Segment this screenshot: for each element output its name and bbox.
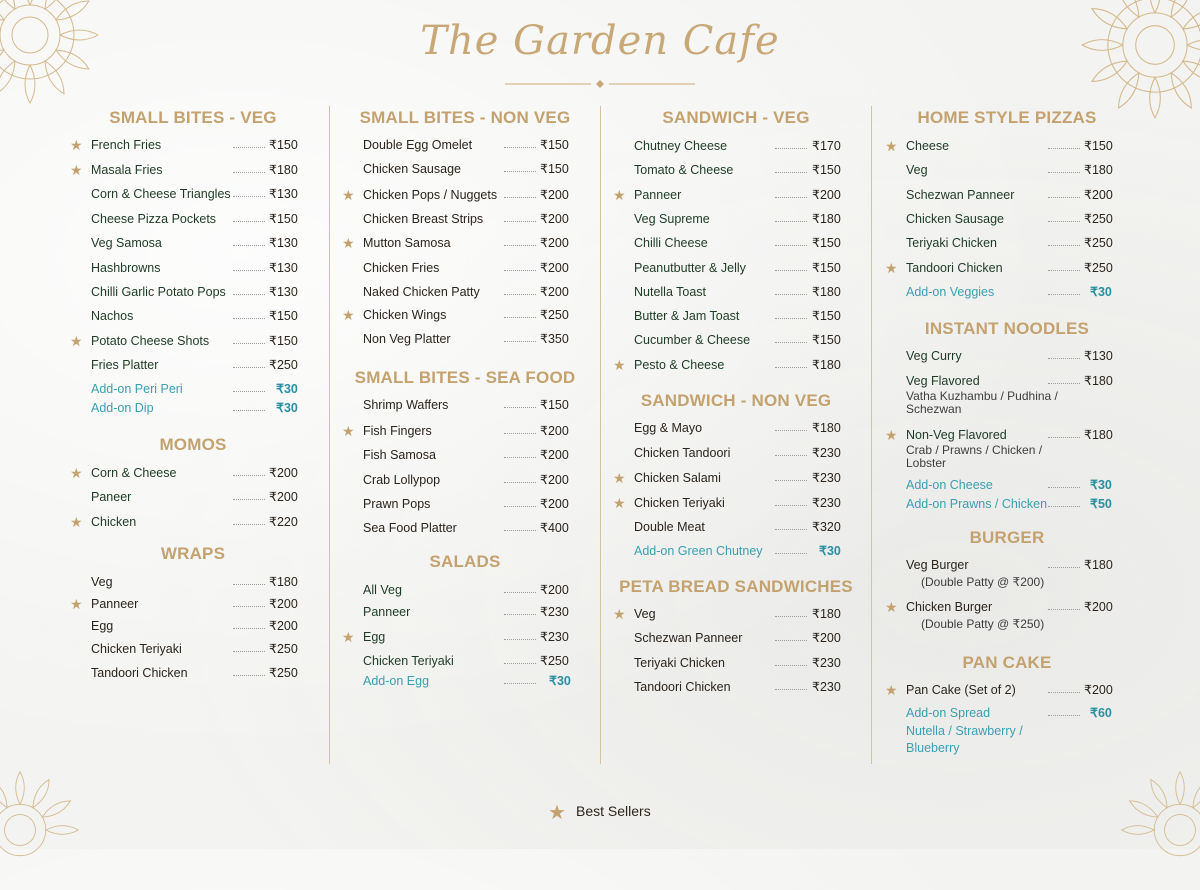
dotted-leader (233, 147, 265, 148)
cafe-title: The Garden Cafe (420, 18, 780, 64)
menu-item-name: Veg (91, 575, 113, 589)
dotted-leader (1048, 172, 1080, 173)
menu-item-price: ₹200 (812, 188, 841, 202)
menu-item-name: Cheese Pizza Pockets (91, 212, 217, 226)
menu-item-price: ₹250 (540, 654, 569, 668)
menu-item-price: ₹220 (269, 515, 298, 529)
dotted-leader (504, 221, 536, 222)
menu-item-price: ₹350 (540, 332, 569, 346)
dotted-leader (504, 270, 536, 271)
menu-item-price: ₹200 (269, 619, 298, 633)
menu-item-price: ₹180 (812, 421, 841, 435)
dotted-leader (233, 524, 265, 525)
menu-item-name: Chicken Wings (363, 308, 447, 322)
menu-item-note: Vatha Kuzhambu / Pudhina / Schezwan (906, 389, 1058, 416)
best-seller-star-icon: ★ (885, 138, 898, 154)
dotted-leader (775, 270, 807, 271)
dotted-leader (775, 342, 807, 343)
dotted-leader (233, 172, 265, 173)
dotted-leader (1048, 294, 1080, 295)
best-seller-star-icon: ★ (885, 599, 898, 615)
menu-item-name: Cheese (906, 139, 950, 153)
menu-item-name: Tandoori Chicken (91, 666, 188, 680)
menu-item-price: ₹180 (1084, 374, 1113, 388)
menu-item-name: Nutella Toast (634, 285, 707, 299)
menu-item-name: Veg Supreme (634, 212, 710, 226)
menu-item-name: Egg & Mayo (634, 421, 703, 435)
menu-item-name: Prawn Pops (363, 497, 431, 511)
best-seller-star-icon: ★ (885, 682, 898, 698)
column-divider-3 (871, 106, 872, 764)
menu-item-price: ₹30 (1090, 285, 1112, 299)
menu-item-price: ₹150 (540, 138, 569, 152)
dotted-leader (233, 318, 265, 319)
menu-item-price: ₹200 (1084, 188, 1113, 202)
best-seller-star-icon: ★ (70, 162, 83, 178)
dotted-leader (775, 455, 807, 456)
menu-item-price: ₹250 (269, 642, 298, 656)
dotted-leader (1048, 383, 1080, 384)
menu-item-price: ₹200 (540, 212, 569, 226)
menu-item-price: ₹180 (269, 163, 298, 177)
dotted-leader (233, 391, 265, 392)
menu-item-name: Fries Platter (91, 358, 159, 372)
dotted-leader (504, 457, 536, 458)
menu-item-price: ₹200 (269, 466, 298, 480)
menu-item-price: ₹150 (540, 398, 569, 412)
menu-item-price: ₹150 (269, 309, 298, 323)
section-heading: SMALL BITES - NON VEG (359, 108, 571, 127)
section-heading: SANDWICH - VEG (662, 108, 810, 127)
dotted-leader (233, 628, 265, 629)
dotted-leader (233, 475, 265, 476)
dotted-leader (1048, 197, 1080, 198)
menu-item-name: Egg (91, 619, 114, 633)
menu-item-price: ₹230 (812, 656, 841, 670)
dotted-leader (504, 433, 536, 434)
menu-item-price: ₹200 (540, 424, 569, 438)
menu-item-name: Paneer (91, 490, 132, 504)
section-heading: SALADS (429, 552, 501, 571)
menu-item-price: ₹150 (269, 138, 298, 152)
menu-item-name: Veg Flavored (906, 374, 980, 388)
menu-item-name: Double Egg Omelet (363, 138, 473, 152)
column-divider-1 (329, 106, 330, 764)
dotted-leader (775, 197, 807, 198)
dotted-leader (504, 294, 536, 295)
menu-item-price: ₹230 (812, 471, 841, 485)
menu-item-price: ₹200 (269, 490, 298, 504)
best-seller-star-icon: ★ (70, 514, 83, 530)
menu-item-price: ₹200 (812, 631, 841, 645)
menu-item-name: Mutton Samosa (363, 236, 451, 250)
menu-item-name: Schezwan Panneer (634, 631, 743, 645)
dotted-leader (1048, 270, 1080, 271)
dotted-leader (504, 317, 536, 318)
section-heading: BURGER (969, 528, 1045, 547)
menu-item-name: Add-on Veggies (906, 285, 995, 299)
menu-item-name: Tomato & Cheese (634, 163, 734, 177)
menu-item-name: Pesto & Cheese (634, 358, 725, 372)
dotted-leader (504, 592, 536, 593)
menu-item-price: ₹200 (540, 236, 569, 250)
menu-item-name: Chicken Salami (634, 471, 721, 485)
menu-item-price: ₹250 (1084, 212, 1113, 226)
menu-item-name: Teriyaki Chicken (634, 656, 726, 670)
dotted-leader (775, 529, 807, 530)
menu-item-price: ₹230 (540, 630, 569, 644)
dotted-leader (233, 196, 265, 197)
menu-item-note: (Double Patty @ ₹200) (921, 575, 1045, 589)
menu-item-price: ₹150 (1084, 139, 1113, 153)
dotted-leader (233, 675, 265, 676)
menu-item-name: Schezwan Panneer (906, 188, 1015, 202)
menu-item-price: ₹200 (540, 261, 569, 275)
menu-item-name: Chilli Garlic Potato Pops (91, 285, 226, 299)
legend-label: Best Sellers (576, 803, 651, 819)
dotted-leader (504, 197, 536, 198)
best-seller-star-icon: ★ (613, 495, 626, 511)
menu-item-name: Add-on Spread (906, 706, 991, 720)
menu-item-name: Shrimp Waffers (363, 398, 449, 412)
menu-item-name: Chicken Pops / Nuggets (363, 188, 498, 202)
menu-item-price: ₹200 (540, 497, 569, 511)
dotted-leader (775, 480, 807, 481)
dotted-leader (504, 683, 536, 684)
section-heading: HOME STYLE PIZZAS (917, 108, 1097, 127)
section-heading: INSTANT NOODLES (924, 319, 1090, 338)
dotted-leader (775, 245, 807, 246)
menu-item-name: Chicken Sausage (906, 212, 1004, 226)
menu-item-price: ₹230 (812, 446, 841, 460)
menu-item-price: ₹180 (1084, 558, 1113, 572)
dotted-leader (775, 553, 807, 554)
menu-item-price: ₹320 (812, 520, 841, 534)
dotted-leader (1048, 148, 1080, 149)
dotted-leader (1048, 692, 1080, 693)
dotted-leader (775, 505, 807, 506)
menu-item-name: Add-on Cheese (906, 478, 993, 492)
menu-item-price: ₹30 (819, 544, 841, 558)
menu-item-name: Hashbrowns (91, 261, 161, 275)
dotted-leader (233, 343, 265, 344)
menu-item-name: Nachos (91, 309, 134, 323)
menu-item-price: ₹150 (812, 261, 841, 275)
menu-item-name: Cucumber & Cheese (634, 333, 751, 347)
dotted-leader (504, 482, 536, 483)
section-heading: WRAPS (160, 544, 226, 563)
menu-item-name: Tandoori Chicken (906, 261, 1003, 275)
menu-item-name: All Veg (363, 583, 402, 597)
menu-item-name: Panneer (91, 597, 139, 611)
menu-item-price: ₹200 (269, 597, 298, 611)
menu-item-price: ₹180 (812, 358, 841, 372)
star-icon: ★ (548, 802, 566, 824)
menu-item-name: Veg Burger (906, 558, 969, 572)
menu-item-name: Crab Lollypop (363, 473, 441, 487)
menu-item-name: Chicken Tandoori (634, 446, 731, 460)
dotted-leader (775, 689, 807, 690)
dotted-leader (1048, 609, 1080, 610)
menu-item-note: Nutella / Strawberry / Blueberry (906, 724, 1023, 755)
menu-item-name: Pan Cake (Set of 2) (906, 683, 1016, 697)
best-seller-star-icon: ★ (70, 333, 83, 349)
mandala-bottom-left-decoration (0, 770, 80, 890)
menu-item-name: Chilli Cheese (634, 236, 708, 250)
dotted-leader (233, 651, 265, 652)
menu-item-price: ₹180 (812, 212, 841, 226)
menu-item-name: Add-on Dip (91, 401, 154, 415)
section-heading: MOMOS (159, 435, 227, 454)
menu-item-name: Veg Curry (906, 349, 962, 363)
dotted-leader (233, 367, 265, 368)
section-heading: PAN CAKE (962, 653, 1052, 672)
dotted-leader (775, 430, 807, 431)
dotted-leader (233, 221, 265, 222)
menu-item-name: Non-Veg Flavored (906, 428, 1007, 442)
menu-item-name: French Fries (91, 138, 162, 152)
menu-item-name: Chicken Teriyaki (634, 496, 725, 510)
menu-item-price: ₹130 (269, 261, 298, 275)
dotted-leader (1048, 506, 1080, 507)
menu-item-price: ₹150 (812, 309, 841, 323)
menu-item-price: ₹60 (1090, 706, 1112, 720)
best-seller-star-icon: ★ (613, 606, 626, 622)
column-divider-2 (600, 106, 601, 764)
menu-item-price: ₹170 (812, 139, 841, 153)
dotted-leader (1048, 358, 1080, 359)
menu-item-price: ₹180 (1084, 163, 1113, 177)
menu-item-name: Corn & Cheese Triangles (91, 187, 231, 201)
menu-item-name: Chicken Breast Strips (363, 212, 484, 226)
dotted-leader (504, 663, 536, 664)
menu-item-price: ₹250 (1084, 261, 1113, 275)
dotted-leader (775, 148, 807, 149)
menu-item-name: Chutney Cheese (634, 139, 728, 153)
dotted-leader (504, 614, 536, 615)
menu-item-price: ₹30 (276, 382, 298, 396)
menu-item-price: ₹150 (540, 162, 569, 176)
menu-item-price: ₹200 (540, 473, 569, 487)
menu-item-name: Double Meat (634, 520, 705, 534)
menu-item-price: ₹150 (812, 333, 841, 347)
menu-item-price: ₹250 (269, 358, 298, 372)
menu-item-price: ₹200 (540, 188, 569, 202)
dotted-leader (775, 616, 807, 617)
menu-item-name: Chicken (91, 515, 137, 529)
menu-item-name: Teriyaki Chicken (906, 236, 998, 250)
dotted-leader (233, 584, 265, 585)
menu-item-name: Add-on Peri Peri (91, 382, 183, 396)
menu-item-price: ₹150 (812, 163, 841, 177)
dotted-leader (233, 270, 265, 271)
menu-item-name: Chicken Teriyaki (91, 642, 182, 656)
dotted-leader (1048, 487, 1080, 488)
dotted-leader (504, 639, 536, 640)
menu-item-price: ₹130 (1084, 349, 1113, 363)
dotted-leader (1048, 221, 1080, 222)
dotted-leader (233, 410, 265, 411)
menu-item-name: Corn & Cheese (91, 466, 177, 480)
menu-item-name: Naked Chicken Patty (363, 285, 480, 299)
section-heading: SANDWICH - NON VEG (640, 391, 832, 410)
menu-item-name: Chicken Fries (363, 261, 440, 275)
menu-item-name: Veg Samosa (91, 236, 162, 250)
best-seller-star-icon: ★ (342, 629, 355, 645)
menu-item-price: ₹250 (1084, 236, 1113, 250)
menu-item-price: ₹400 (540, 521, 569, 535)
mandala-bottom-right-decoration (1120, 770, 1200, 890)
dotted-leader (775, 367, 807, 368)
dotted-leader (504, 147, 536, 148)
menu-item-price: ₹150 (812, 236, 841, 250)
menu-item-price: ₹180 (812, 607, 841, 621)
menu-item-name: Tandoori Chicken (634, 680, 731, 694)
best-seller-star-icon: ★ (70, 596, 83, 612)
menu-item-name: Egg (363, 630, 386, 644)
menu-item-price: ₹180 (812, 285, 841, 299)
menu-item-price: ₹130 (269, 187, 298, 201)
menu-item-price: ₹150 (269, 334, 298, 348)
menu-item-price: ₹200 (540, 285, 569, 299)
menu-item-name: Veg (634, 607, 656, 621)
menu-item-name: Chicken Teriyaki (363, 654, 454, 668)
dotted-leader (504, 407, 536, 408)
dotted-leader (1048, 567, 1080, 568)
section-heading: PETA BREAD SANDWICHES (619, 577, 853, 596)
dotted-leader (775, 318, 807, 319)
best-seller-star-icon: ★ (342, 187, 355, 203)
menu-item-price: ₹130 (269, 236, 298, 250)
menu-item-price: ₹50 (1090, 497, 1112, 511)
menu-item-name: Butter & Jam Toast (634, 309, 740, 323)
dotted-leader (504, 171, 536, 172)
menu-item-price: ₹130 (269, 285, 298, 299)
dotted-leader (233, 606, 265, 607)
dotted-leader (775, 172, 807, 173)
dotted-leader (775, 665, 807, 666)
best-seller-star-icon: ★ (885, 427, 898, 443)
menu-item-price: ₹200 (540, 448, 569, 462)
menu-item-name: Panneer (363, 605, 411, 619)
best-seller-star-icon: ★ (342, 235, 355, 251)
dotted-leader (233, 245, 265, 246)
dotted-leader (233, 499, 265, 500)
menu-item-price: ₹200 (540, 583, 569, 597)
dotted-leader (1048, 715, 1080, 716)
dotted-leader (504, 245, 536, 246)
menu-item-name: Panneer (634, 188, 682, 202)
dotted-leader (504, 341, 536, 342)
menu-item-name: Veg (906, 163, 928, 177)
menu-item-name: Add-on Prawns / Chicken (906, 497, 1048, 511)
best-seller-star-icon: ★ (70, 137, 83, 153)
section-heading: SMALL BITES - VEG (109, 108, 277, 127)
menu-item-name: Non Veg Platter (363, 332, 451, 346)
menu-item-name: Add-on Green Chutney (634, 544, 763, 558)
menu-item-name: Fish Samosa (363, 448, 436, 462)
best-seller-star-icon: ★ (70, 465, 83, 481)
menu-item-note: (Double Patty @ ₹250) (921, 617, 1045, 631)
menu-item-price: ₹250 (540, 308, 569, 322)
dotted-leader (504, 530, 536, 531)
dotted-leader (775, 294, 807, 295)
menu-item-price: ₹150 (269, 212, 298, 226)
menu-item-name: Chicken Sausage (363, 162, 461, 176)
menu-item-name: Chicken Burger (906, 600, 993, 614)
dotted-leader (233, 294, 265, 295)
menu-item-price: ₹30 (1090, 478, 1112, 492)
menu-item-name: Masala Fries (91, 163, 163, 177)
menu-item-price: ₹230 (540, 605, 569, 619)
menu-item-name: Fish Fingers (363, 424, 432, 438)
best-seller-star-icon: ★ (885, 260, 898, 276)
dotted-leader (775, 221, 807, 222)
menu-item-price: ₹180 (1084, 428, 1113, 442)
menu-item-name: Peanutbutter & Jelly (634, 261, 746, 275)
best-seller-star-icon: ★ (342, 423, 355, 439)
title-divider (505, 80, 695, 88)
best-seller-star-icon: ★ (613, 357, 626, 373)
menu-item-price: ₹230 (812, 680, 841, 694)
dotted-leader (1048, 245, 1080, 246)
dotted-leader (775, 640, 807, 641)
menu-item-price: ₹200 (1084, 600, 1113, 614)
menu-item-name: Sea Food Platter (363, 521, 457, 535)
menu-item-name: Add-on Egg (363, 674, 430, 688)
dotted-leader (1048, 437, 1080, 438)
section-heading: SMALL BITES - SEA FOOD (354, 368, 576, 387)
menu-item-price: ₹30 (549, 674, 571, 688)
menu-item-name: Potato Cheese Shots (91, 334, 210, 348)
best-seller-star-icon: ★ (613, 470, 626, 486)
menu-item-price: ₹30 (276, 401, 298, 415)
menu-item-price: ₹200 (1084, 683, 1113, 697)
best-seller-star-icon: ★ (613, 187, 626, 203)
dotted-leader (504, 506, 536, 507)
menu-item-price: ₹230 (812, 496, 841, 510)
menu-item-price: ₹250 (269, 666, 298, 680)
menu-item-note: Crab / Prawns / Chicken / Lobster (906, 443, 1043, 470)
best-seller-star-icon: ★ (342, 307, 355, 323)
menu-item-price: ₹180 (269, 575, 298, 589)
